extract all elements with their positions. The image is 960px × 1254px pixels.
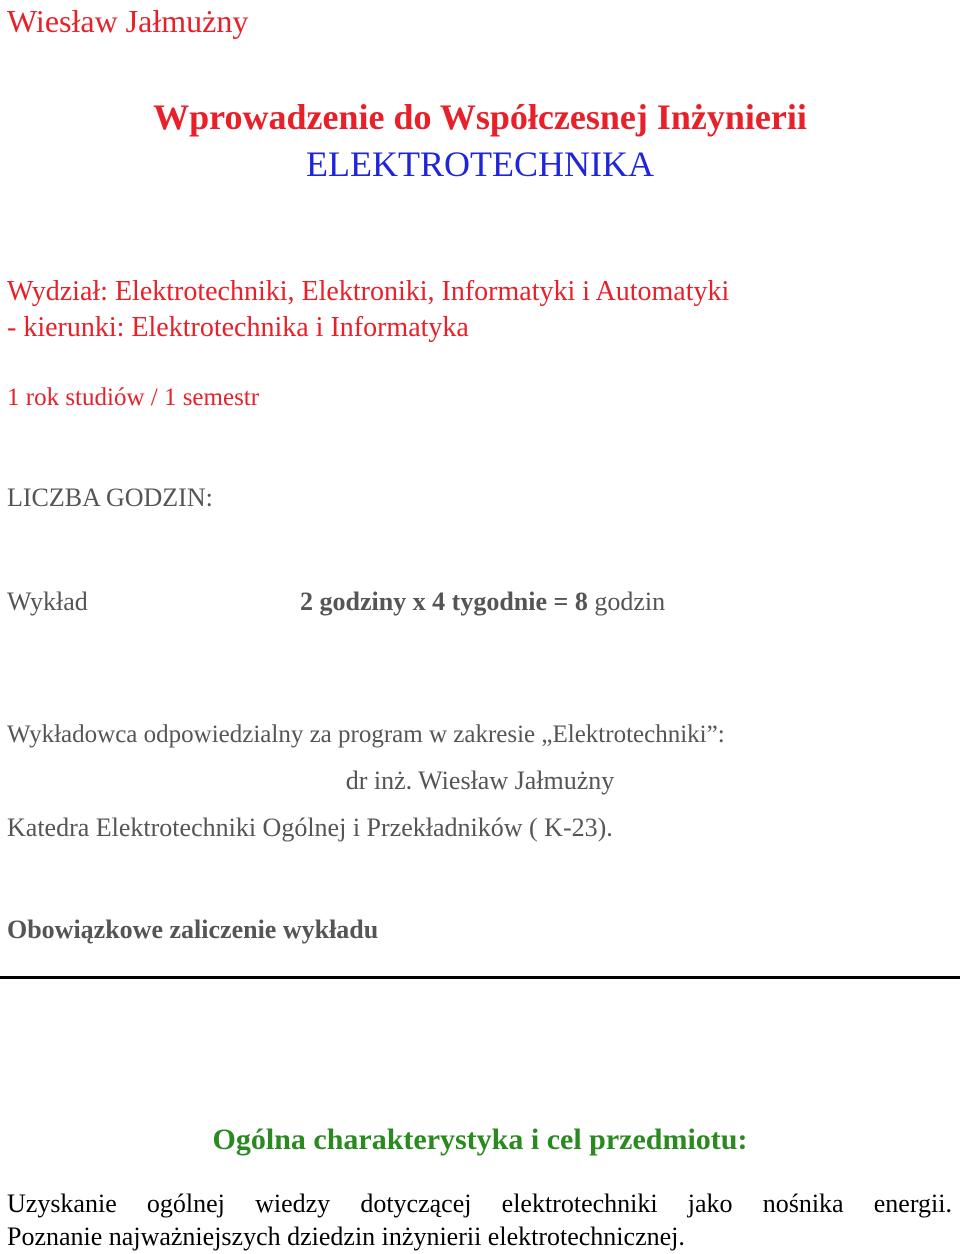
section-heading: Ogólna charakterystyka i cel przedmiotu: [212,1123,748,1156]
department-line: Katedra Elektrotechniki Ogólnej i Przekładników ( K-23). [7,813,613,842]
body-line-2: Poznanie najważniejszych dziedzin inżynierii elektrotechnicznej. [7,1222,685,1251]
mandatory-heading: Obowiązkowe zaliczenie wykładu [7,915,379,944]
body-line-1: Uzyskanie ogólnej wiedzy dotyczącej elektrotechniki jako nośnika energii. [7,1189,952,1218]
author-name: Wiesław Jałmużny [7,3,249,39]
study-year: 1 rok studiów / 1 semestr [7,384,260,411]
lecture-hours [300,589,665,615]
horizontal-rule [0,976,960,979]
lecture-hours-unit: godzin [587,587,666,616]
directions-line: - kierunki: Elektrotechnika i Informatyka [7,312,469,343]
lecturer-responsible-line: Wykładowca odpowiedzialny za program w zakresie „Elektrotechniki”: [7,721,725,748]
lecture-label: Wykład [7,587,88,616]
faculty-line: Wydział: Elektrotechniki, Elektroniki, Informatyki i Automatyki [7,276,730,307]
section-body [7,1187,952,1253]
subject-title: ELEKTROTECHNIKA [306,144,654,184]
hours-label: LICZBA GODZIN: [7,483,213,512]
document-title: Wprowadzenie do Współczesnej Inżynierii [153,97,807,137]
lecture-hours-value: 2 godziny x 4 tygodnie = 8 [300,587,588,616]
lecturer-name: dr inż. Wiesław Jałmużny [345,766,615,795]
